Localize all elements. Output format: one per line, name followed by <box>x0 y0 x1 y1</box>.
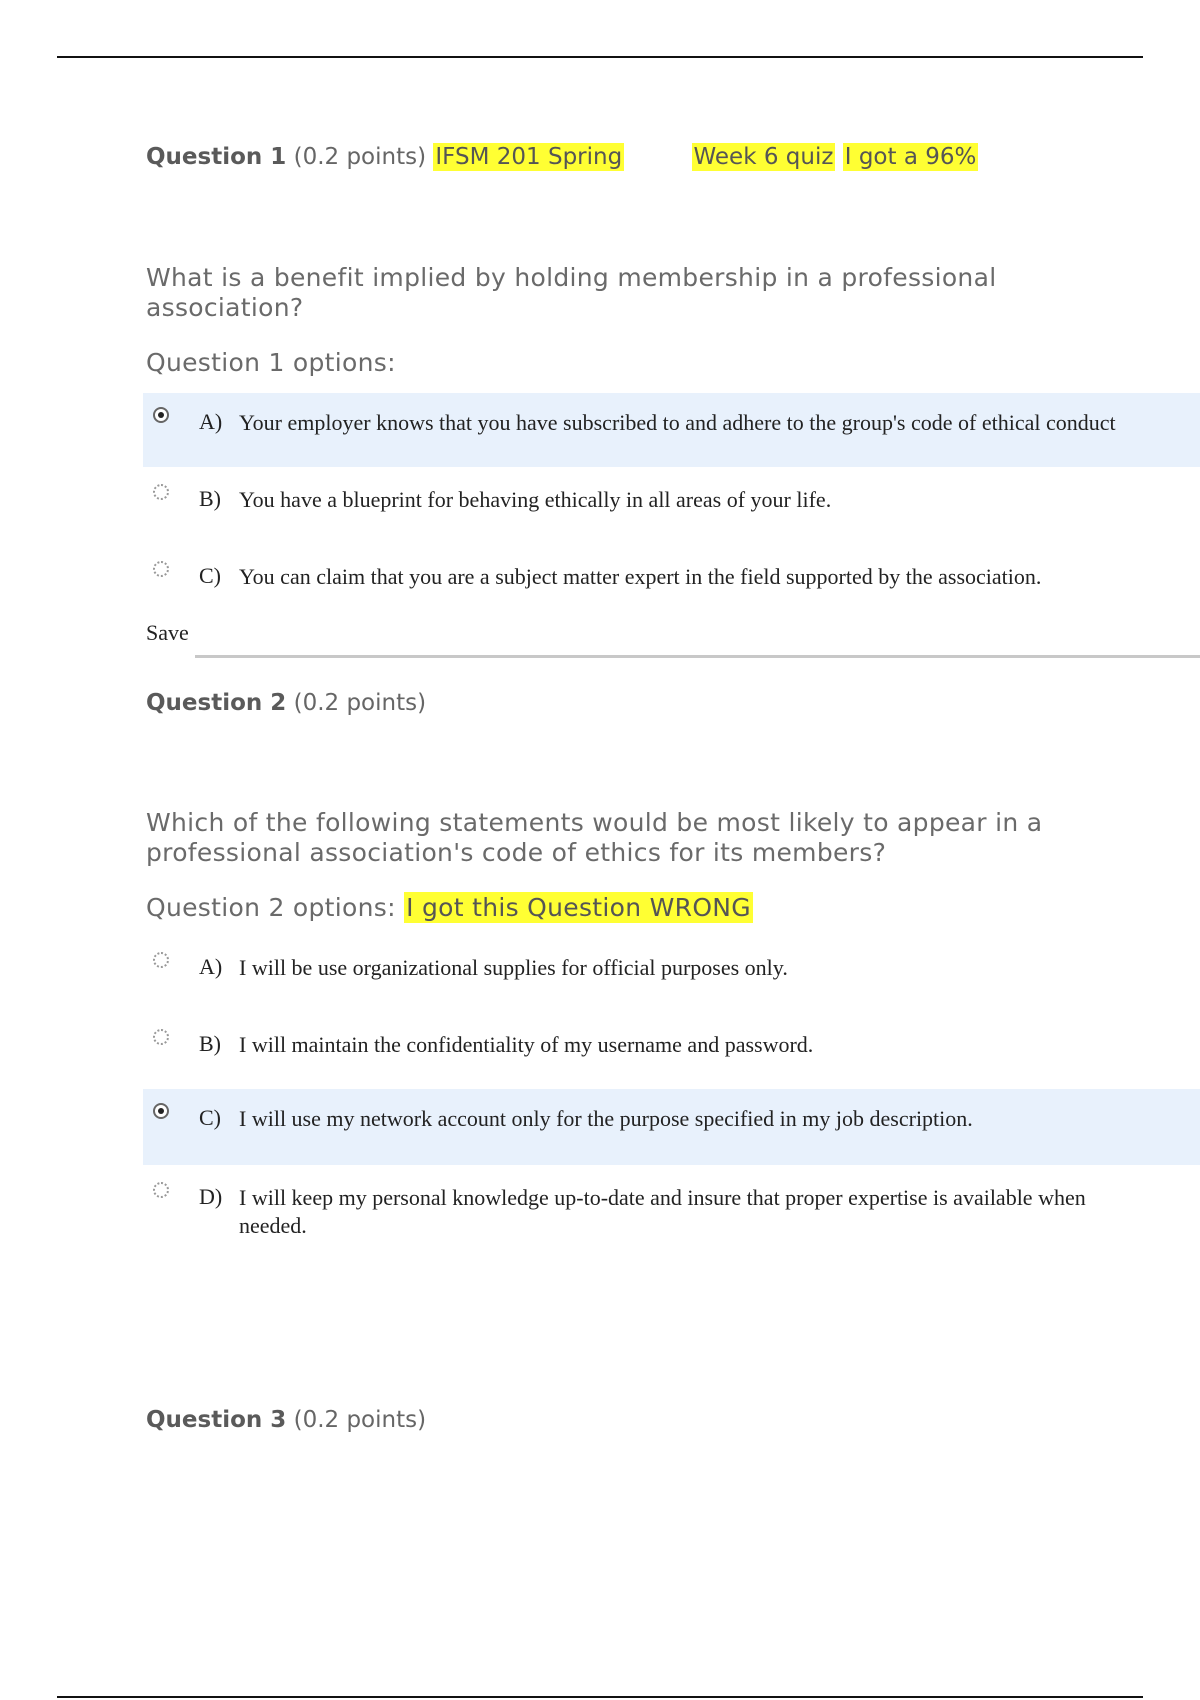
save-button[interactable]: Save <box>146 620 189 645</box>
question-2-prompt: Which of the following statements would be most likely to appear in a professional association's code of ethics for its members? <box>146 808 1043 867</box>
highlight-score: I got a 96% <box>844 144 977 170</box>
highlight-quiz: Week 6 quiz <box>693 144 834 170</box>
radio-icon[interactable] <box>153 1029 169 1045</box>
radio-selected-icon[interactable] <box>153 1103 169 1119</box>
question-2-option-c[interactable] <box>143 1089 1200 1165</box>
option-letter: B) <box>199 1031 221 1056</box>
question-2-option-a[interactable] <box>143 938 1200 1012</box>
top-rule <box>57 56 1143 58</box>
question-1-option-b[interactable] <box>143 470 1200 544</box>
option-text: I will use my network account only for the purpose specified in my job description. <box>239 1106 973 1131</box>
radio-icon[interactable] <box>153 952 169 968</box>
question-1-option-c[interactable] <box>143 547 1200 621</box>
option-letter: A) <box>199 954 223 979</box>
option-text: I will keep my personal knowledge up-to-date and insure that proper expertise is available when needed. <box>239 1185 1086 1238</box>
radio-selected-icon[interactable] <box>153 407 169 423</box>
radio-icon[interactable] <box>153 561 169 577</box>
wrong-note-highlight: I got this Question WRONG <box>406 893 751 922</box>
option-letter: B) <box>199 486 221 511</box>
question-3-number: Question 3 <box>146 1407 287 1433</box>
options-label-text: Question 2 options: <box>146 893 396 922</box>
question-separator <box>195 655 1200 658</box>
option-text: I will maintain the confidentiality of my username and password. <box>239 1032 814 1057</box>
question-1-header <box>146 144 978 170</box>
radio-icon[interactable] <box>153 484 169 500</box>
question-1-points: (0.2 points) <box>293 144 427 170</box>
question-1-number: Question 1 <box>146 144 287 170</box>
option-letter: C) <box>199 1105 221 1130</box>
question-2-options-label <box>146 893 753 922</box>
question-3-points: (0.2 points) <box>293 1407 427 1433</box>
question-1-prompt: What is a benefit implied by holding membership in a professional association? <box>146 263 997 322</box>
question-2-option-d[interactable] <box>143 1168 1200 1268</box>
question-2-points: (0.2 points) <box>293 690 427 716</box>
radio-icon[interactable] <box>153 1182 169 1198</box>
question-2-header <box>146 690 426 716</box>
question-2-option-b[interactable] <box>143 1015 1200 1089</box>
option-text: I will be use organizational supplies for official purposes only. <box>239 955 788 980</box>
bottom-rule <box>57 1696 1143 1698</box>
question-3-header <box>146 1407 426 1433</box>
question-1-option-a[interactable] <box>143 393 1200 467</box>
option-text: You have a blueprint for behaving ethically in all areas of your life. <box>239 487 832 512</box>
option-letter: A) <box>199 409 223 434</box>
option-text: You can claim that you are a subject matter expert in the field supported by the association. <box>239 564 1042 589</box>
highlight-course: IFSM 201 Spring <box>435 144 623 170</box>
option-letter: C) <box>199 563 221 588</box>
question-1-options-label: Question 1 options: <box>146 348 396 377</box>
option-text: Your employer knows that you have subscribed to and adhere to the group's code of ethical conduct <box>239 410 1116 435</box>
option-letter: D) <box>199 1184 223 1209</box>
question-2-number: Question 2 <box>146 690 287 716</box>
